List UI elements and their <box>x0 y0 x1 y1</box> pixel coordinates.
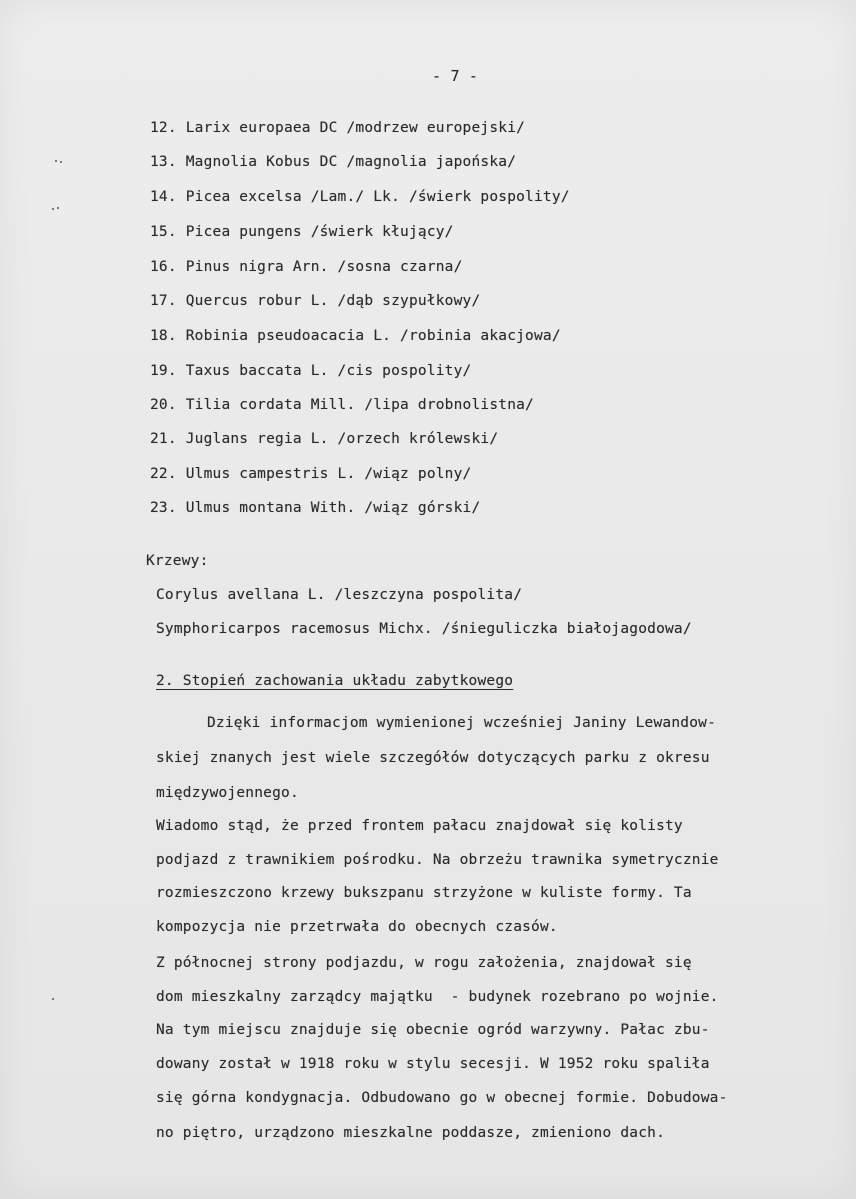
tree-list-item: 13. Magnolia Kobus DC /magnolia japońska/ <box>150 154 517 170</box>
tree-list-item: 22. Ulmus campestris L. /wiąz polny/ <box>150 466 472 482</box>
tree-list-item: 17. Quercus robur L. /dąb szypułkowy/ <box>150 293 481 309</box>
paper-speck <box>52 998 54 1000</box>
shrub-list-item: Corylus avellana L. /leszczyna pospolita/ <box>156 587 523 603</box>
paragraph-line: dowany został w 1918 roku w stylu secesji. W 1952 roku spaliła <box>156 1056 710 1072</box>
paragraph-line: Wiadomo stąd, że przed frontem pałacu znajdował się kolisty <box>156 818 683 834</box>
shrubs-heading: Krzewy: <box>146 553 209 569</box>
paragraph-line: rozmieszczono krzewy bukszpanu strzyżone w kuliste formy. Ta <box>156 885 692 901</box>
tree-list-item: 20. Tilia cordata Mill. /lipa drobnolistna/ <box>150 397 534 413</box>
paper-speck <box>55 160 57 162</box>
paragraph-line: no piętro, urządzono mieszkalne poddasze, zmieniono dach. <box>156 1125 665 1141</box>
tree-list-item: 14. Picea excelsa /Lam./ Lk. /świerk pospolity/ <box>150 189 570 205</box>
paragraph-line: kompozycja nie przetrwała do obecnych czasów. <box>156 919 558 935</box>
tree-list-item: 21. Juglans regia L. /orzech królewski/ <box>150 431 499 447</box>
paragraph-line: się górna kondygnacja. Odbudowano go w obecnej formie. Dobudowa- <box>156 1090 728 1106</box>
tree-list-item: 23. Ulmus montana With. /wiąz górski/ <box>150 500 481 516</box>
shrub-list-item: Symphoricarpos racemosus Michx. /śnieguliczka białojagodowa/ <box>156 621 692 637</box>
paragraph-line: podjazd z trawnikiem pośrodku. Na obrzeżu trawnika symetrycznie <box>156 852 719 868</box>
paper-speck <box>60 161 62 163</box>
paragraph-line: Dzięki informacjom wymienionej wcześniej Janiny Lewandow- <box>207 715 716 731</box>
paper-speck <box>57 207 59 209</box>
tree-list-item: 12. Larix europaea DC /modrzew europejski/ <box>150 120 526 136</box>
page-number: - 7 - <box>432 67 479 85</box>
paragraph-line: międzywojennego. <box>156 785 299 801</box>
paper-speck <box>52 208 54 210</box>
section-heading: 2. Stopień zachowania układu zabytkowego <box>156 673 514 689</box>
tree-list-item: 19. Taxus baccata L. /cis pospolity/ <box>150 363 472 379</box>
paragraph-line: Na tym miejscu znajduje się obecnie ogród warzywny. Pałac zbu- <box>156 1022 710 1038</box>
tree-list-item: 15. Picea pungens /świerk kłujący/ <box>150 224 454 240</box>
paragraph-line: Z północnej strony podjazdu, w rogu założenia, znajdował się <box>156 955 692 971</box>
tree-list-item: 16. Pinus nigra Arn. /sosna czarna/ <box>150 259 463 275</box>
paragraph-line: skiej znanych jest wiele szczegółów dotyczących parku z okresu <box>156 750 710 766</box>
paragraph-line: dom mieszkalny zarządcy majątku - budynek rozebrano po wojnie. <box>156 989 719 1005</box>
tree-list-item: 18. Robinia pseudoacacia L. /robinia akacjowa/ <box>150 328 561 344</box>
